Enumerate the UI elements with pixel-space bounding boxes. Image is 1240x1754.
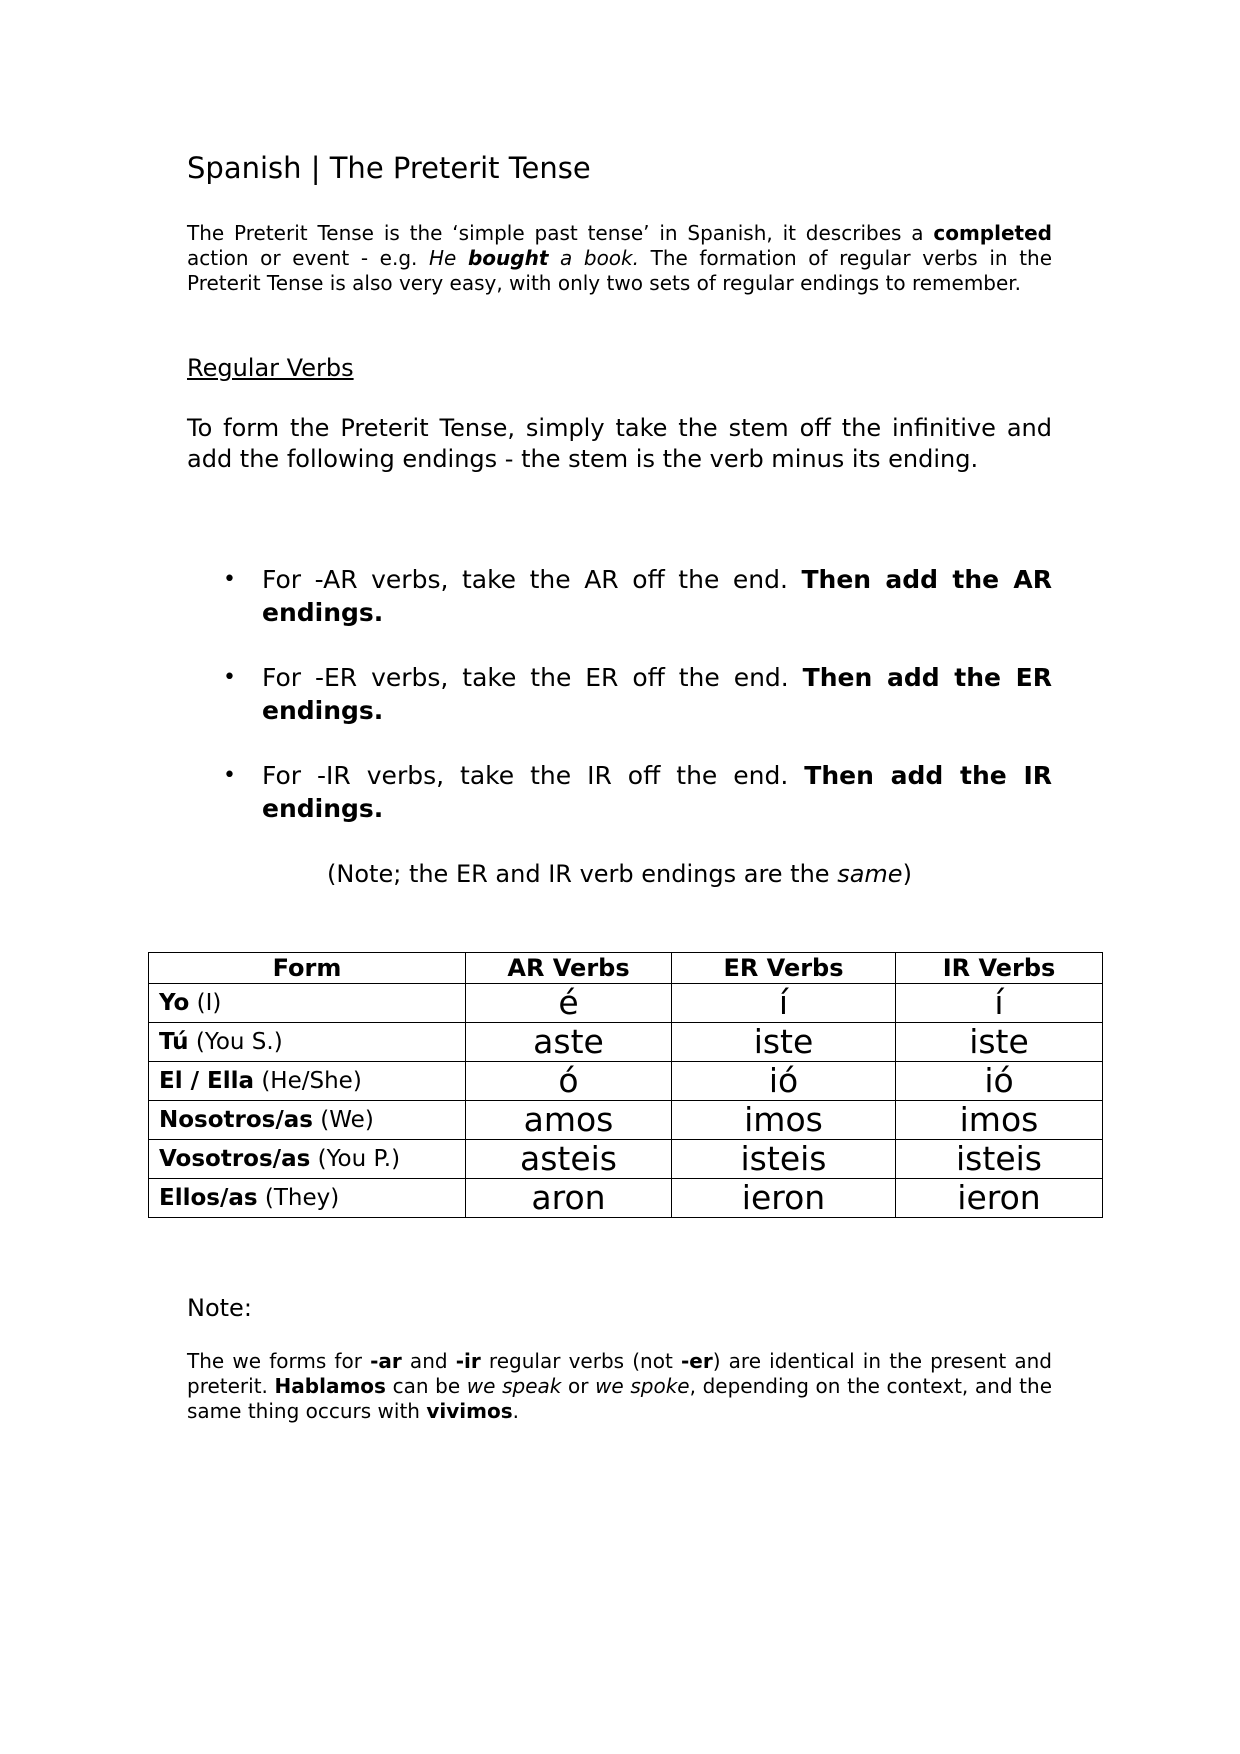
form-cell — [149, 1140, 466, 1179]
rule-er — [187, 661, 1052, 727]
pronoun-gloss: (You S.) — [188, 1029, 283, 1055]
er-ending: í — [672, 984, 896, 1023]
note-bold-er: -er — [680, 1349, 713, 1373]
table-row — [149, 1140, 1103, 1179]
note-text-6: or — [561, 1374, 596, 1398]
note-italic-we-speak: we speak — [466, 1374, 562, 1398]
rule-ir-bold: Then add the IR endings. — [262, 761, 1052, 823]
pronoun-gloss: (We) — [312, 1107, 374, 1133]
rule-ar-bold: Then add the AR endings. — [262, 565, 1052, 627]
ar-ending: aron — [466, 1179, 672, 1218]
pronoun-gloss: (He/She) — [254, 1068, 362, 1094]
ir-ending: imos — [896, 1101, 1103, 1140]
ar-ending: aste — [466, 1023, 672, 1062]
note-text-7: , depending on the context, and the same thing occurs with — [187, 1374, 1053, 1423]
form-cell — [149, 1179, 466, 1218]
er-ending: ieron — [672, 1179, 896, 1218]
note-text-5: can be — [385, 1374, 467, 1398]
intro-text-3: The formation of regular verbs in the Preterit Tense is also very easy, with only two sets of regular endings to remember. — [187, 246, 1053, 295]
rule-ar — [187, 563, 1052, 629]
intro-example-book: a book. — [548, 246, 639, 270]
note-text-4: ) are identical in the present and preterit. — [187, 1349, 1053, 1398]
pronoun-gloss: (They) — [257, 1185, 340, 1211]
ir-ending: ió — [896, 1062, 1103, 1101]
ir-ending: isteis — [896, 1140, 1103, 1179]
rules-list — [187, 563, 1052, 857]
intro-text-2: action or event - e.g. — [187, 246, 429, 270]
note-bold-ar: -ar — [370, 1349, 402, 1373]
pronoun: Vosotros/as — [159, 1146, 311, 1172]
same-note-before: (Note; the ER and IR verb endings are the — [327, 860, 838, 888]
er-ending: isteis — [672, 1140, 896, 1179]
page-title: Spanish | The Preterit Tense — [187, 151, 591, 185]
rule-er-bold: Then add the ER endings. — [262, 663, 1052, 725]
note-italic-we-spoke: we spoke — [595, 1374, 690, 1398]
bullet-icon: • — [223, 763, 236, 788]
table-header-row — [149, 953, 1103, 984]
bullet-icon: • — [223, 567, 236, 592]
ir-ending: ieron — [896, 1179, 1103, 1218]
note-bold-vivimos: vivimos — [426, 1399, 513, 1423]
ar-ending: é — [466, 984, 672, 1023]
same-note-after: ) — [902, 860, 912, 888]
note-text-1: The we forms for — [187, 1349, 371, 1373]
table-row — [149, 1179, 1103, 1218]
rule-ar-text: For -AR verbs, take the AR off the end. — [262, 565, 802, 594]
pronoun: El / Ella — [159, 1068, 255, 1094]
er-ending: imos — [672, 1101, 896, 1140]
rule-ir-text: For -IR verbs, take the IR off the end. — [262, 761, 805, 790]
intro-example-bought: bought — [467, 246, 549, 270]
header-form: Form — [149, 953, 466, 984]
note-text-8: . — [512, 1399, 519, 1423]
intro-text-1: The Preterit Tense is the ‘simple past tense’ in Spanish, it describes a — [187, 221, 934, 245]
same-endings-note — [187, 858, 1052, 890]
rule-ir — [187, 759, 1052, 825]
table-row — [149, 984, 1103, 1023]
note-bold-hablamos: Hablamos — [274, 1374, 386, 1398]
form-paragraph: To form the Preterit Tense, simply take the stem off the infinitive and add the following endings - the stem is the verb minus its ending. — [187, 414, 1052, 473]
er-ending: iste — [672, 1023, 896, 1062]
note-label: Note: — [187, 1294, 252, 1322]
ar-ending: ó — [466, 1062, 672, 1101]
pronoun: Nosotros/as — [159, 1107, 313, 1133]
table-row — [149, 1101, 1103, 1140]
intro-bold-completed: completed — [933, 221, 1052, 245]
pronoun: Ellos/as — [159, 1185, 258, 1211]
pronoun: Yo — [159, 990, 190, 1016]
ir-ending: í — [896, 984, 1103, 1023]
form-cell — [149, 1062, 466, 1101]
intro-example-he: He — [429, 246, 468, 270]
table-row — [149, 1062, 1103, 1101]
header-er: ER Verbs — [672, 953, 896, 984]
note-text-3: regular verbs (not — [480, 1349, 681, 1373]
ir-ending: iste — [896, 1023, 1103, 1062]
ar-ending: asteis — [466, 1140, 672, 1179]
regular-verbs-heading: Regular Verbs — [187, 354, 354, 382]
endings-table — [148, 952, 1103, 1218]
note-paragraph — [187, 1349, 1052, 1424]
form-cell — [149, 1023, 466, 1062]
same-note-italic: same — [837, 860, 903, 888]
form-cell — [149, 1101, 466, 1140]
form-cell — [149, 984, 466, 1023]
intro-paragraph — [187, 221, 1052, 296]
pronoun-gloss: (You P.) — [310, 1146, 401, 1172]
note-text-2: and — [401, 1349, 456, 1373]
bullet-icon: • — [223, 665, 236, 690]
note-bold-ir: -ir — [455, 1349, 481, 1373]
header-ir: IR Verbs — [896, 953, 1103, 984]
rule-er-text: For -ER verbs, take the ER off the end. — [262, 663, 803, 692]
pronoun: Tú — [159, 1029, 189, 1055]
table-row — [149, 1023, 1103, 1062]
pronoun-gloss: (I) — [189, 990, 222, 1016]
er-ending: ió — [672, 1062, 896, 1101]
header-ar: AR Verbs — [466, 953, 672, 984]
ar-ending: amos — [466, 1101, 672, 1140]
